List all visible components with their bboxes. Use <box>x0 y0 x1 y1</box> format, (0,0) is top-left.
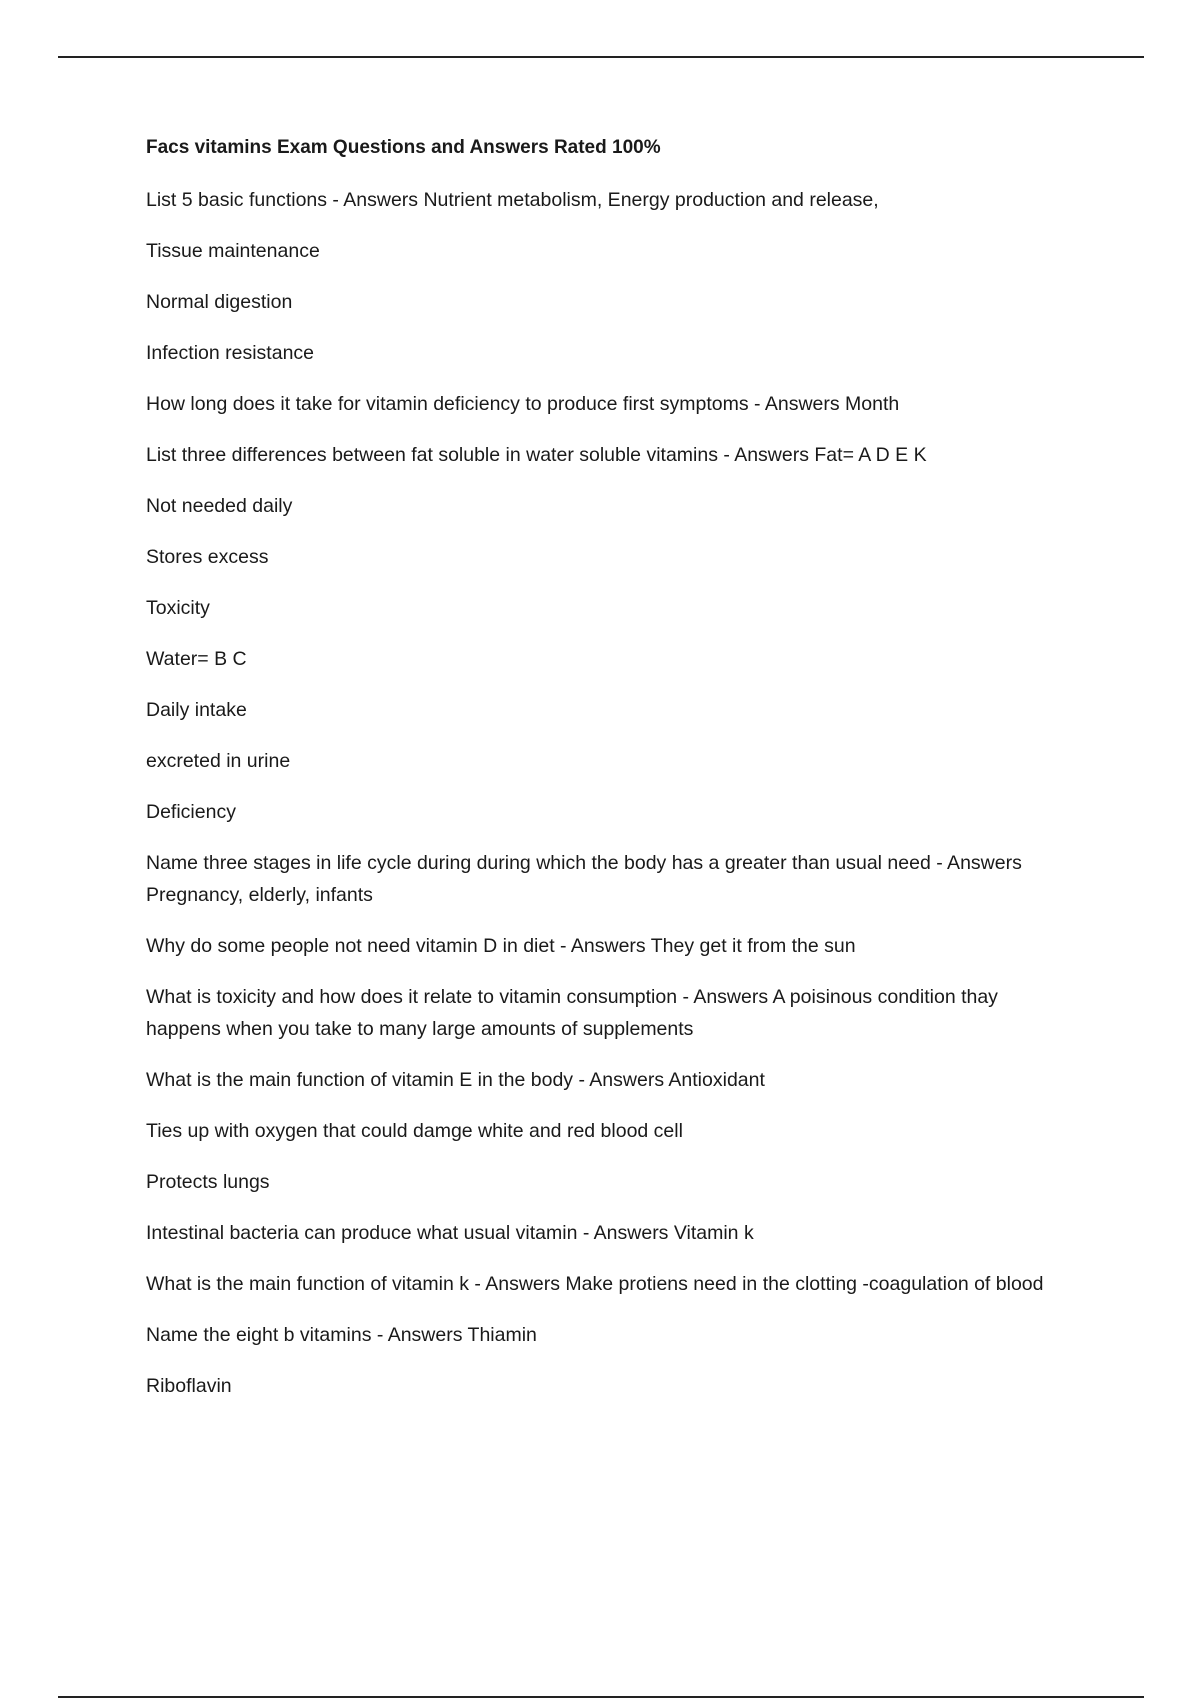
paragraph-list <box>146 184 1066 1402</box>
paragraph: excreted in urine <box>146 750 291 772</box>
paragraph: What is the main function of vitamin E in the body - Answers Antioxidant <box>146 1069 765 1091</box>
paragraph: Normal digestion <box>146 291 293 313</box>
document-title: Facs vitamins Exam Questions and Answers Rated 100% <box>146 137 661 158</box>
paragraph: List 5 basic functions - Answers Nutrient metabolism, Energy production and release, <box>146 189 879 211</box>
paragraph: Name the eight b vitamins - Answers Thiamin <box>146 1324 537 1346</box>
paragraph: Intestinal bacteria can produce what usual vitamin - Answers Vitamin k <box>146 1222 754 1244</box>
paragraph: Name three stages in life cycle during during which the body has a greater than usual need - Answers Pregnancy, elderly, infants <box>146 852 1022 906</box>
paragraph: Deficiency <box>146 801 236 823</box>
paragraph: Tissue maintenance <box>146 240 320 262</box>
paragraph: What is the main function of vitamin k - Answers Make protiens need in the clotting -coagulation of blood <box>146 1273 1044 1295</box>
paragraph: Toxicity <box>146 597 210 619</box>
document-body <box>146 132 1066 1421</box>
paragraph: What is toxicity and how does it relate to vitamin consumption - Answers A poisinous condition thay happens when you take to many large amounts of supplements <box>146 986 998 1040</box>
paragraph: Ties up with oxygen that could damge white and red blood cell <box>146 1120 683 1142</box>
paragraph: Not needed daily <box>146 495 293 517</box>
paragraph: Riboflavin <box>146 1375 232 1397</box>
header-rule <box>58 56 1144 58</box>
paragraph: Water= B C <box>146 648 247 670</box>
footer-rule <box>58 1696 1144 1698</box>
paragraph: Protects lungs <box>146 1171 270 1193</box>
paragraph: Infection resistance <box>146 342 315 364</box>
paragraph: Why do some people not need vitamin D in diet - Answers They get it from the sun <box>146 935 856 957</box>
paragraph: Daily intake <box>146 699 247 721</box>
paragraph: Stores excess <box>146 546 269 568</box>
paragraph: List three differences between fat soluble in water soluble vitamins - Answers Fat= A D E K <box>146 444 927 466</box>
paragraph: How long does it take for vitamin deficiency to produce first symptoms - Answers Month <box>146 393 900 415</box>
